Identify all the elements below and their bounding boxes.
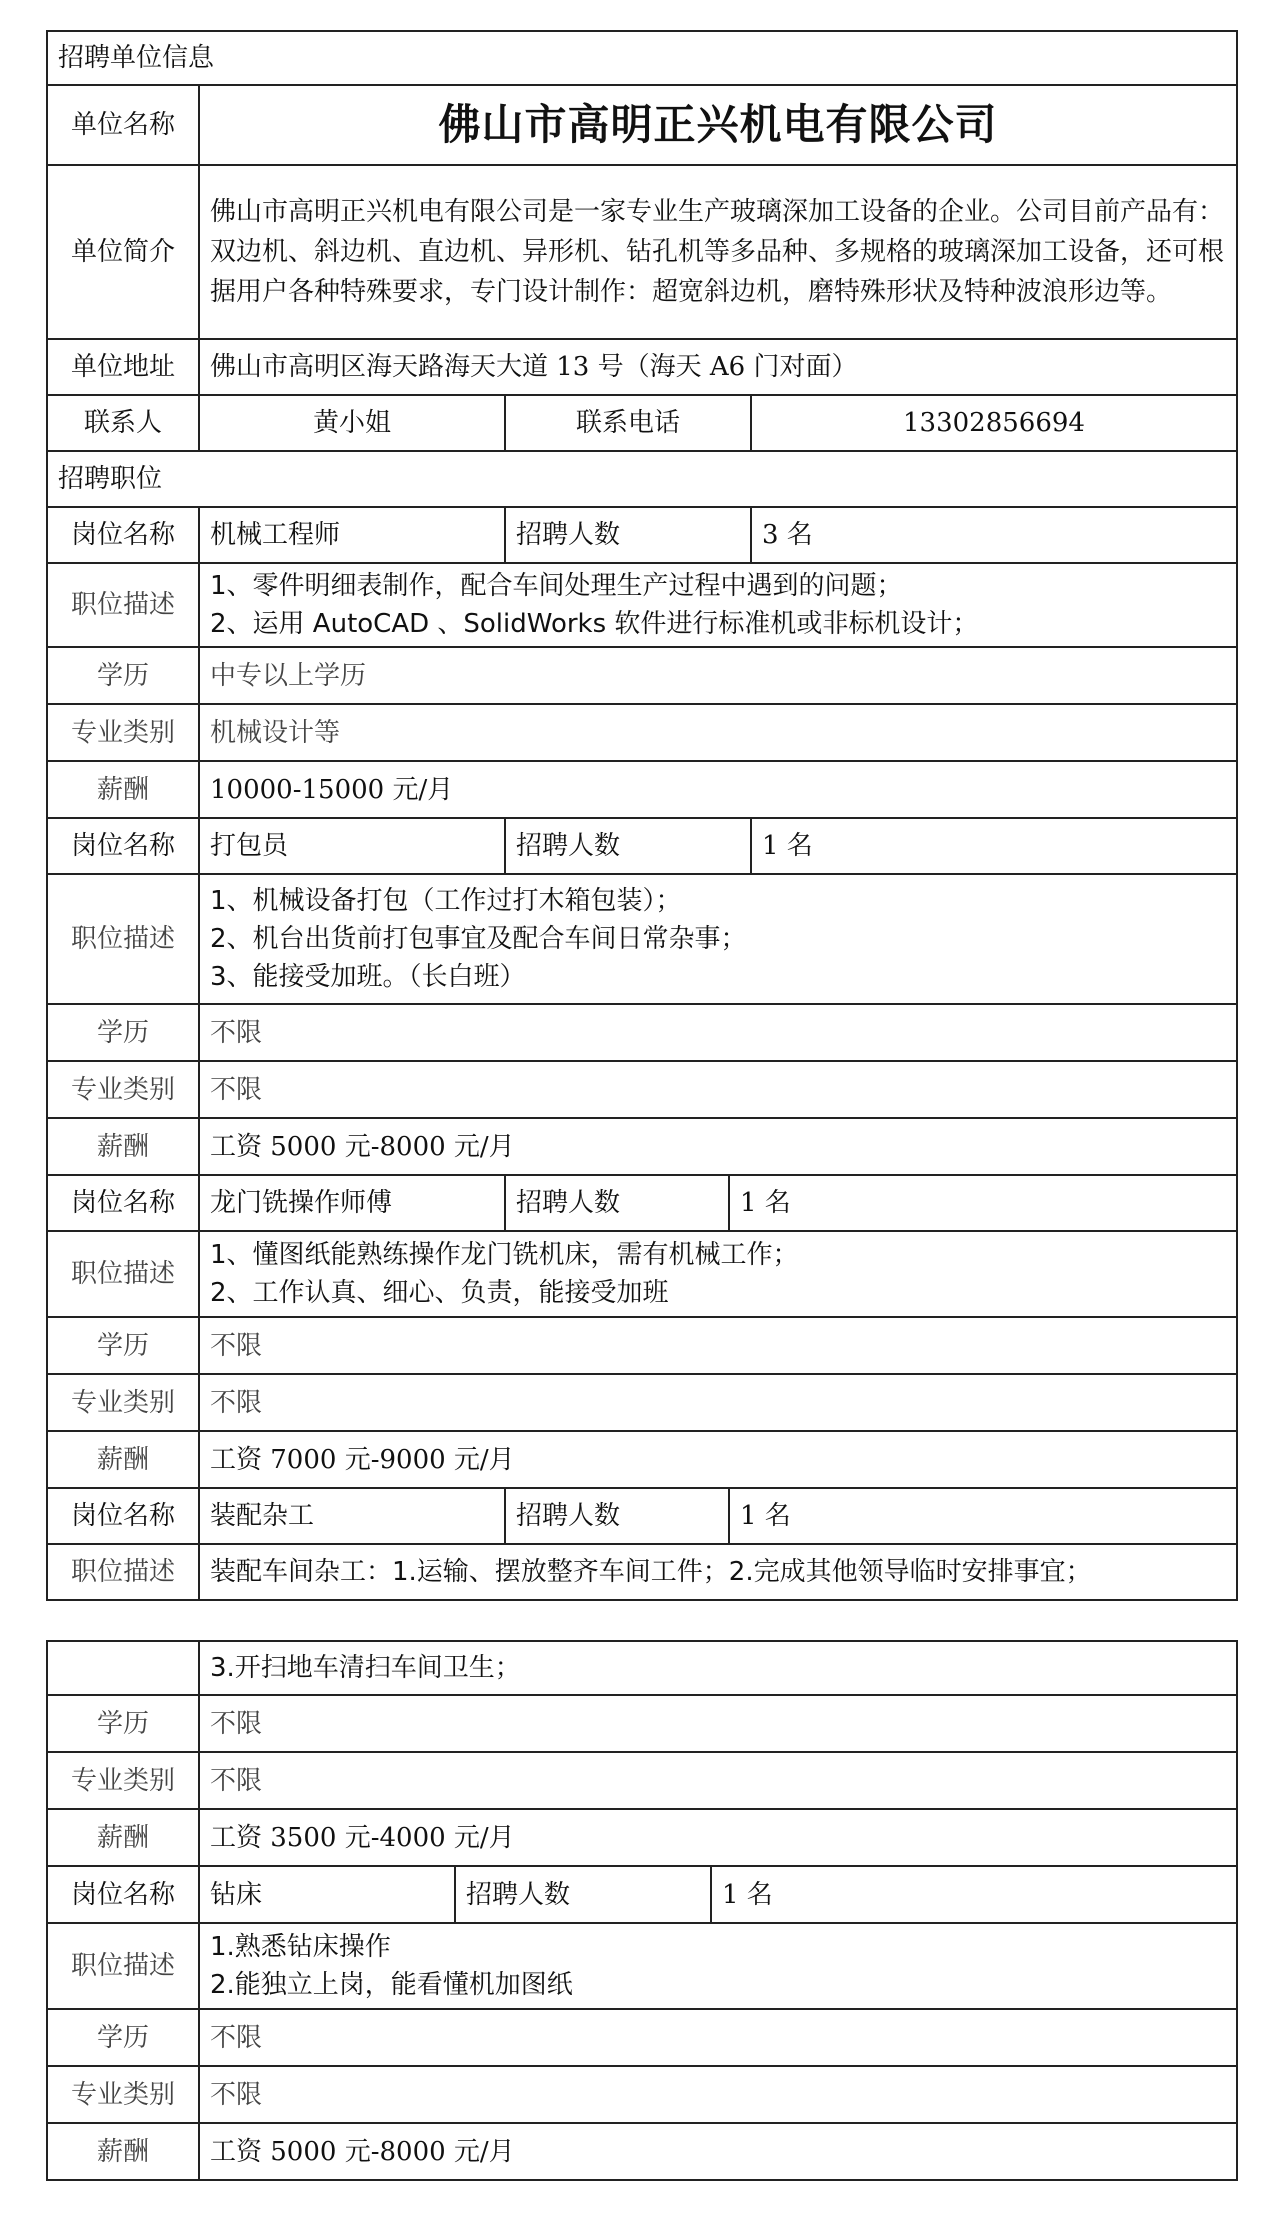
- company-intro: 佛山市高明正兴机电有限公司是一家专业生产玻璃深加工设备的企业。公司目前产品有：双边机、斜边机、直边机、异形机、钻孔机等多品种、多规格的玻璃深加工设备，还可根据用户各种特殊要求，专门设计制作：超宽斜边机，磨特殊形状及特种波浪形边等。: [198, 166, 1236, 338]
- job-salary-label: 薪酬: [96, 1444, 149, 1475]
- job-edu: 不限: [198, 1005, 1236, 1060]
- job-desc: [198, 1232, 1236, 1316]
- company-address-label: 单位地址: [70, 352, 175, 382]
- company-address-row: [46, 340, 1238, 396]
- company-name-label: 单位名称: [70, 110, 175, 140]
- job-desc-label: 职位描述: [70, 1259, 175, 1289]
- job-major: 不限: [198, 2067, 1236, 2122]
- job-title-label: 岗位名称: [70, 831, 175, 861]
- job-title-label: 岗位名称: [70, 1188, 175, 1218]
- job-count-label: 招聘人数: [504, 819, 750, 873]
- job-count: 1 名: [750, 819, 1236, 873]
- job-edu-label: 学历: [96, 1017, 149, 1048]
- job-desc: [198, 564, 1236, 646]
- job-title-row: [46, 508, 1238, 564]
- job-salary-row: [46, 1432, 1238, 1489]
- job-edu-label: 学历: [96, 1708, 149, 1739]
- job-major: 不限: [198, 1753, 1236, 1808]
- contact-label: 联系人: [83, 408, 162, 438]
- job-desc-row: [46, 1924, 1238, 2010]
- job-edu: 不限: [198, 1318, 1236, 1373]
- job-edu: 中专以上学历: [198, 648, 1236, 703]
- recruitment-table-page-2: [46, 1640, 1238, 2181]
- job-count-label: 招聘人数: [504, 508, 750, 562]
- job-count: 1 名: [728, 1176, 1236, 1230]
- job-major: 不限: [198, 1062, 1236, 1117]
- job-desc-line: 2、运用 AutoCAD 、SolidWorks 软件进行标准机或非标机设计；: [210, 609, 979, 639]
- job-edu-row: [46, 1005, 1238, 1062]
- job-salary: 10000-15000 元/月: [198, 762, 1236, 817]
- job-edu-row: [46, 648, 1238, 705]
- job-title: 打包员: [198, 819, 504, 873]
- job-desc-line: 1、机械设备打包（工作过打木箱包装）；: [210, 886, 682, 916]
- company-intro-label: 单位简介: [70, 237, 175, 267]
- job-major-label: 专业类别: [70, 717, 175, 748]
- job-count: 1 名: [710, 1867, 1236, 1922]
- company-address: 佛山市高明区海天路海天大道 13 号（海天 A6 门对面）: [198, 340, 1236, 394]
- job-major-row: [46, 1753, 1238, 1810]
- job-major: 不限: [198, 1375, 1236, 1430]
- job-title: 装配杂工: [198, 1489, 504, 1543]
- job-count: 3 名: [750, 508, 1236, 562]
- company-section-row: [46, 30, 1238, 86]
- job-salary: 工资 5000 元-8000 元/月: [198, 1119, 1236, 1174]
- job-major: 机械设计等: [198, 705, 1236, 760]
- company-name-row: [46, 86, 1238, 166]
- job-desc-line: 装配车间杂工：1.运输、摆放整齐车间工件；2.完成其他领导临时安排事宜；: [198, 1545, 1236, 1599]
- job-major-row: [46, 2067, 1238, 2124]
- job-title: 钻床: [198, 1867, 454, 1922]
- job-desc-label: 职位描述: [70, 590, 175, 620]
- job-desc: [198, 875, 1236, 1003]
- job-desc-continued-row: [46, 1640, 1238, 1696]
- job-salary-row: [46, 1810, 1238, 1867]
- job-desc-line: 3.开扫地车清扫车间卫生；: [198, 1642, 1236, 1694]
- job-edu-row: [46, 1696, 1238, 1753]
- job-salary-row: [46, 762, 1238, 819]
- job-desc-line: 2.能独立上岗，能看懂机加图纸: [210, 1970, 573, 2000]
- job-desc-row: [46, 1545, 1238, 1601]
- job-major-label: 专业类别: [70, 2079, 175, 2110]
- job-title: 龙门铣操作师傅: [198, 1176, 504, 1230]
- job-salary: 工资 3500 元-4000 元/月: [198, 1810, 1236, 1865]
- job-desc-row: [46, 1232, 1238, 1318]
- job-edu-row: [46, 2010, 1238, 2067]
- job-desc-row: [46, 564, 1238, 648]
- job-major-label: 专业类别: [70, 1765, 175, 1796]
- job-salary: 工资 5000 元-8000 元/月: [198, 2124, 1236, 2179]
- contact-name: 黄小姐: [198, 396, 504, 450]
- job-desc-line: 2、工作认真、细心、负责，能接受加班: [210, 1278, 669, 1308]
- phone-number: 13302856694: [750, 396, 1236, 450]
- job-major-label: 专业类别: [70, 1387, 175, 1418]
- job-title-label: 岗位名称: [70, 1501, 175, 1531]
- job-desc-line: 1.熟悉钻床操作: [210, 1932, 391, 1962]
- job-title-row: [46, 1867, 1238, 1924]
- job-title-row: [46, 1489, 1238, 1545]
- job-salary: 工资 7000 元-9000 元/月: [198, 1432, 1236, 1487]
- job-desc: [198, 1924, 1236, 2008]
- job-edu: 不限: [198, 1696, 1236, 1751]
- job-major-row: [46, 705, 1238, 762]
- job-count: 1 名: [728, 1489, 1236, 1543]
- job-desc-line: 3、能接受加班。（长白班）: [210, 962, 526, 992]
- job-salary-label: 薪酬: [96, 774, 149, 805]
- job-edu-label: 学历: [96, 1330, 149, 1361]
- job-title: 机械工程师: [198, 508, 504, 562]
- job-desc-label: 职位描述: [70, 1951, 175, 1981]
- contact-row: [46, 396, 1238, 452]
- job-salary-row: [46, 2124, 1238, 2181]
- job-major-row: [46, 1062, 1238, 1119]
- job-desc-label: 职位描述: [70, 924, 175, 954]
- job-count-label: 招聘人数: [454, 1867, 710, 1922]
- company-intro-row: [46, 166, 1238, 340]
- company-name: 佛山市高明正兴机电有限公司: [198, 86, 1236, 164]
- job-desc-line: 2、机台出货前打包事宜及配合车间日常杂事；: [210, 924, 747, 954]
- job-salary-row: [46, 1119, 1238, 1176]
- jobs-section-row: [46, 452, 1238, 508]
- job-salary-label: 薪酬: [96, 1822, 149, 1853]
- job-edu-label: 学历: [96, 2022, 149, 2053]
- job-salary-label: 薪酬: [96, 1131, 149, 1162]
- jobs-section-heading: 招聘职位: [58, 464, 163, 494]
- job-title-row: [46, 819, 1238, 875]
- job-desc-label: 职位描述: [70, 1557, 175, 1587]
- job-desc-line: 1、懂图纸能熟练操作龙门铣机床，需有机械工作；: [210, 1240, 799, 1270]
- job-title-label: 岗位名称: [70, 520, 175, 550]
- recruitment-table-page-1: [46, 30, 1238, 1601]
- job-title-row: [46, 1176, 1238, 1232]
- job-salary-label: 薪酬: [96, 2136, 149, 2167]
- job-title-label: 岗位名称: [70, 1879, 175, 1910]
- company-section-heading: 招聘单位信息: [58, 43, 215, 73]
- job-desc-row: [46, 875, 1238, 1005]
- job-count-label: 招聘人数: [504, 1489, 728, 1543]
- empty-label-cell: [48, 1642, 198, 1694]
- job-count-label: 招聘人数: [504, 1176, 728, 1230]
- phone-label: 联系电话: [504, 396, 750, 450]
- job-major-row: [46, 1375, 1238, 1432]
- job-edu-row: [46, 1318, 1238, 1375]
- job-edu-label: 学历: [96, 660, 149, 691]
- job-desc-line: 1、零件明细表制作，配合车间处理生产过程中遇到的问题；: [210, 571, 903, 601]
- job-edu: 不限: [198, 2010, 1236, 2065]
- job-major-label: 专业类别: [70, 1074, 175, 1105]
